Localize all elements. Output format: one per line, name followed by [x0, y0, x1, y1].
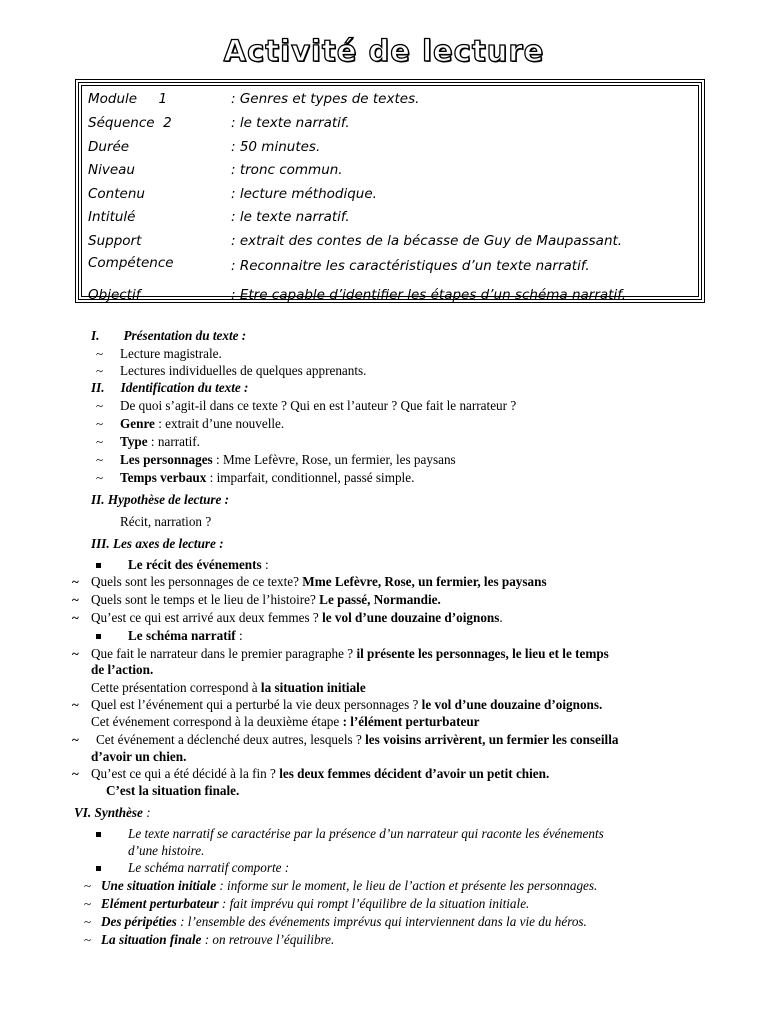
synthese-text: Le texte narratif se caractérise par la présence d’un narrateur qui raconte les événements — [128, 826, 604, 841]
question: Qu’est ce qui est arrivé aux deux femmes ? le vol d’une douzaine d’oignons. — [91, 610, 503, 625]
tilde-icon: ~ — [84, 914, 92, 929]
tilde-icon: ~ — [84, 896, 92, 911]
tilde-icon: ~ — [72, 732, 79, 747]
tilde-icon: ~ — [96, 398, 104, 413]
definition-item: Une situation initiale : informe sur le moment, le lieu de l’action et présente les personnages. — [101, 878, 598, 893]
bullet-square-icon — [96, 563, 101, 568]
question: Que fait le narrateur dans le premier paragraphe ? il présente les personnages, le lieu et le temps — [91, 646, 609, 661]
tilde-icon: ~ — [72, 697, 79, 712]
list-item: Temps verbaux : imparfait, conditionnel, passé simple. — [120, 470, 415, 485]
bullet-square-icon — [96, 832, 101, 837]
definition-item: Elément perturbateur : fait imprévu qui rompt l’équilibre de la situation initiale. — [101, 896, 530, 911]
list-item: De quoi s’agit-il dans ce texte ? Qui en est l’auteur ? Que fait le narrateur ? — [120, 398, 517, 413]
tilde-icon: ~ — [96, 452, 104, 467]
list-item: Lectures individuelles de quelques apprenants. — [120, 363, 367, 378]
definition-item: Des péripéties : l’ensemble des événements imprévus qui interviennent dans la vie du héros. — [101, 914, 587, 929]
definition-item: La situation finale : on retrouve l’équilibre. — [101, 932, 335, 947]
section-1-heading: I. Présentation du texte : — [91, 328, 247, 343]
section-synthese-heading: VI. Synthèse : — [74, 805, 151, 820]
tilde-icon: ~ — [96, 470, 104, 485]
answer-continuation: d’avoir un chien. — [91, 749, 187, 764]
tilde-icon: ~ — [84, 932, 92, 947]
section-2-heading: II. Identification du texte : — [91, 380, 249, 395]
tilde-icon: ~ — [96, 363, 104, 378]
list-item: Genre : extrait d’une nouvelle. — [120, 416, 285, 431]
tilde-icon: ~ — [72, 766, 79, 781]
hypothese-text: Récit, narration ? — [120, 514, 212, 529]
question: Cet événement a déclenché deux autres, lesquels ? les voisins arrivèrent, un fermier les conseilla — [96, 732, 619, 747]
tilde-icon: ~ — [84, 878, 92, 893]
tilde-icon: ~ — [96, 346, 104, 361]
tilde-icon: ~ — [72, 574, 79, 589]
tilde-icon: ~ — [72, 646, 79, 661]
tilde-icon: ~ — [96, 434, 104, 449]
question: Qu’est ce qui a été décidé à la fin ? les deux femmes décident d’avoir un petit chien. — [91, 766, 550, 781]
subheading: Le schéma narratif : — [128, 628, 243, 643]
tilde-icon: ~ — [72, 610, 79, 625]
page-title: Activité de lecture — [223, 34, 545, 68]
synthese-text: Le schéma narratif comporte : — [128, 860, 290, 875]
subheading: Le récit des événements : — [128, 557, 269, 572]
conclusion: Cet événement correspond à la deuxième étape : l’élément perturbateur — [91, 714, 480, 729]
synthese-text: d’une histoire. — [128, 843, 205, 858]
section-3-heading: III. Les axes de lecture : — [91, 536, 224, 551]
answer-continuation: de l’action. — [91, 662, 154, 677]
conclusion: Cette présentation correspond à la situation initiale — [91, 680, 366, 695]
bullet-square-icon — [96, 866, 101, 871]
tilde-icon: ~ — [96, 416, 104, 431]
conclusion: C’est la situation finale. — [106, 783, 240, 798]
list-item: Type : narratif. — [120, 434, 200, 449]
question: Quels sont le temps et le lieu de l’histoire? Le passé, Normandie. — [91, 592, 441, 607]
section-hypothese-heading: II. Hypothèse de lecture : — [91, 492, 230, 507]
question: Quel est l’événement qui a perturbé la vie deux personnages ? le vol d’une douzaine d’oignons. — [91, 697, 603, 712]
list-item: Les personnages : Mme Lefèvre, Rose, un fermier, les paysans — [120, 452, 456, 467]
list-item: Lecture magistrale. — [120, 346, 222, 361]
info-table: Module 1 : Genres et types de textes. Séquence 2 : le texte narratif. Durée : 50 minutes. Niveau : tronc commun. Contenu : lecture méthodique. Intitulé : le texte narratif. Support : extrait des contes de la bécasse de Guy de Maupassant. Compétence : Reconnaitre les caractéristiques d’un texte narratif. Objectif : Etre capable d’identifier les étapes d’un schéma narratif. — [75, 79, 705, 303]
bullet-square-icon — [96, 634, 101, 639]
tilde-icon: ~ — [72, 592, 79, 607]
question: Quels sont les personnages de ce texte? Mme Lefèvre, Rose, un fermier, les paysans — [91, 574, 547, 589]
